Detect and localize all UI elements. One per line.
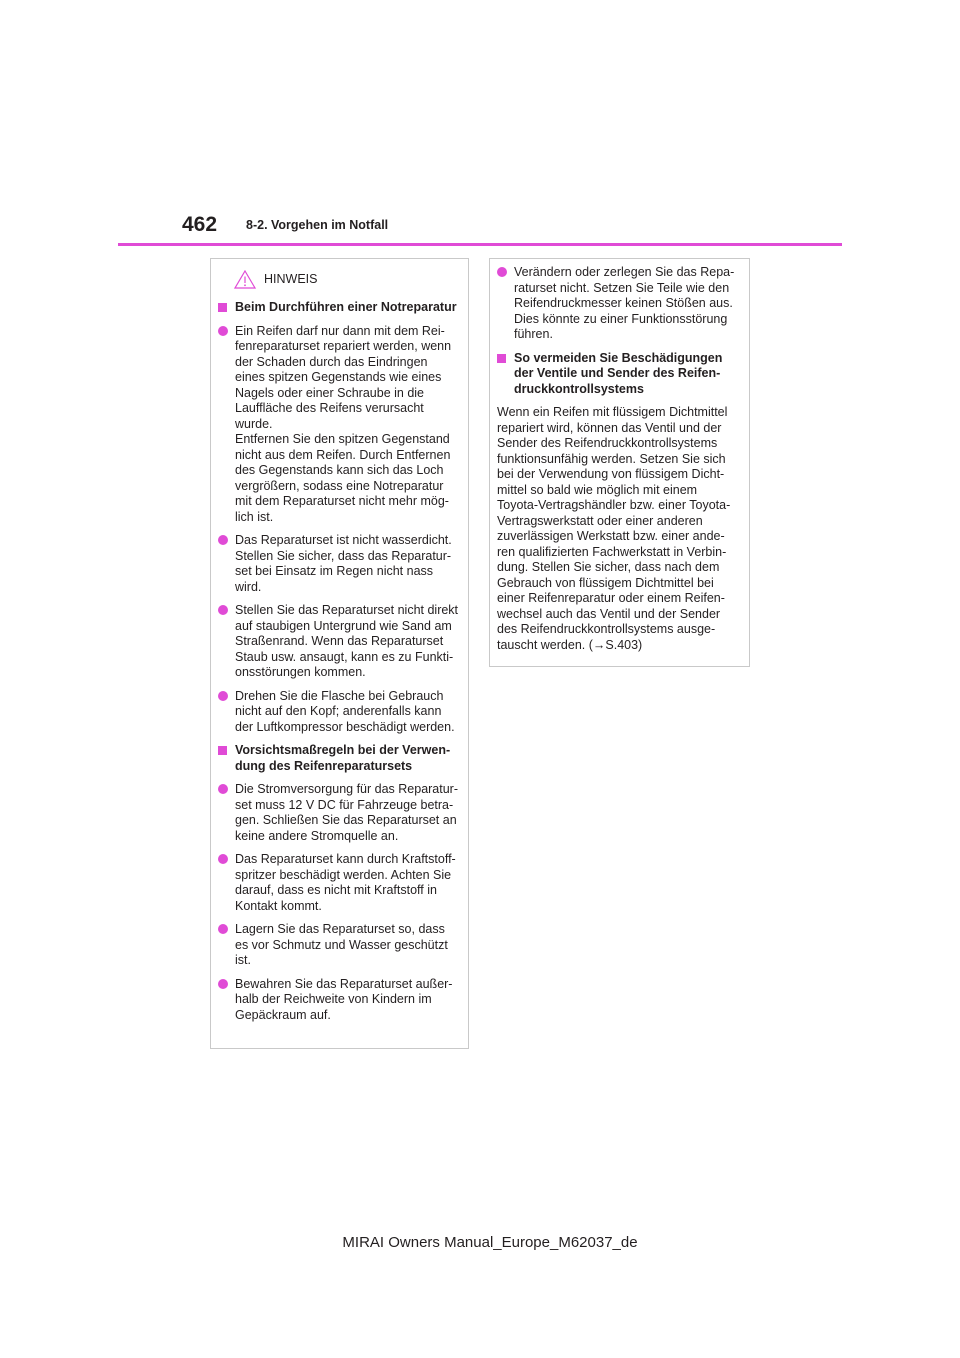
round-bullet-icon (218, 535, 228, 545)
list-item: Ein Reifen darf nur dann mit dem Rei- fenreparaturset repariert werden, wenn der Schaden durch das Eindringen eines spitzen Gegenstands wie eines Nagels oder einer Schraube in die Lauffläche des Reifens verursacht wurde. Entfernen Sie den spitzen Gegenstand nicht aus dem Reifen. Durch Entfernen des Gegenstands kann sich das Loch vergrößern, sodass eine Notreparatur mit dem Reparaturset nicht mehr mög- lich ist. (218, 324, 462, 526)
round-bullet-icon (218, 924, 228, 934)
round-bullet-icon (218, 784, 228, 794)
round-bullet-icon (218, 854, 228, 864)
list-item: Drehen Sie die Flasche bei Gebrauch nicht auf den Kopf; anderenfalls kann der Luftkompressor beschädigt werden. (218, 689, 462, 736)
paragraph-dichtmittel: Wenn ein Reifen mit flüssigem Dichtmittel repariert wird, können das Ventil und der Sender des Reifendruckkontrollsystems funktionsunfähig werden. Setzen Sie sich bei der Verwendung von flüssigem Dicht- mittel so bald wie möglich mit einem Toyota-Vertragshändler bzw. einer Toyota- Vertragswerkstatt oder einer anderen zuverlässigen Werkstatt bzw. einer ande- ren qualifizierten Fachwerkstatt in Verbin- dung. Stellen Sie sicher, dass nach dem Gebrauch von flüssigem Dichtmittel bei einer Reifenreparatur oder einem Reifen- wechsel auch das Ventil und der Sender des Reifendruckkontrollsystems ausge- tauscht werden. (→S.403) (497, 405, 731, 652)
list-item: Die Stromversorgung für das Reparatur- set muss 12 V DC für Fahrzeuge betra- gen. Schließen Sie das Reparaturset an keine andere Stromquelle an. (218, 782, 462, 844)
round-bullet-icon (218, 691, 228, 701)
round-bullet-icon (218, 605, 228, 615)
warning-triangle-icon (234, 270, 256, 289)
list-item: Das Reparaturset ist nicht wasserdicht. Stellen Sie sicher, dass das Reparatur- set bei Einsatz im Regen nicht nass wird. (218, 533, 462, 595)
heading-vorsichtsmassregeln: Vorsichtsmaßregeln bei der Verwen- dung des Reifenreparatursets (218, 743, 462, 774)
footer (0, 1234, 960, 1251)
header-divider (118, 243, 842, 246)
notice-header (234, 266, 462, 292)
notice-box-left (210, 258, 469, 1049)
footer-text: MIRAI Owners Manual_Europe_M62037_de (342, 1234, 638, 1251)
round-bullet-icon (497, 267, 507, 277)
list-item: Lagern Sie das Reparaturset so, dass es vor Schmutz und Wasser geschützt ist. (218, 922, 462, 969)
square-bullet-icon (218, 746, 227, 755)
page-number: 462 (182, 213, 218, 236)
round-bullet-icon (218, 326, 228, 336)
heading-notreparatur: Beim Durchführen einer Notreparatur (218, 300, 462, 316)
square-bullet-icon (218, 303, 227, 312)
list-item: Das Reparaturset kann durch Kraftstoff- spritzer beschädigt werden. Achten Sie darauf, dass es nicht mit Kraftstoff in Kontakt kommt. (218, 852, 462, 914)
notice-box-right (489, 258, 750, 667)
round-bullet-icon (218, 979, 228, 989)
section-title: 8-2. Vorgehen im Notfall (246, 218, 389, 232)
notice-title: HINWEIS (264, 272, 318, 286)
list-item: Verändern oder zerlegen Sie das Repa- raturset nicht. Setzen Sie Teile wie den Reifendruckmesser keinen Stößen aus. Dies könnte zu einer Funktionsstörung führen. (497, 265, 743, 343)
list-item: Bewahren Sie das Reparaturset außer- halb der Reichweite von Kindern im Gepäckraum auf. (218, 977, 462, 1024)
square-bullet-icon (497, 354, 506, 363)
list-item: Stellen Sie das Reparaturset nicht direkt auf staubigen Untergrund wie Sand am Straßenrand. Wenn das Reparaturset Staub usw. ansaugt, kann es zu Funkti- onsstörungen kommen. (218, 603, 462, 681)
heading-ventile-sender: So vermeiden Sie Beschädigungen der Ventile und Sender des Reifen- druckkontrollsystems (497, 351, 743, 398)
